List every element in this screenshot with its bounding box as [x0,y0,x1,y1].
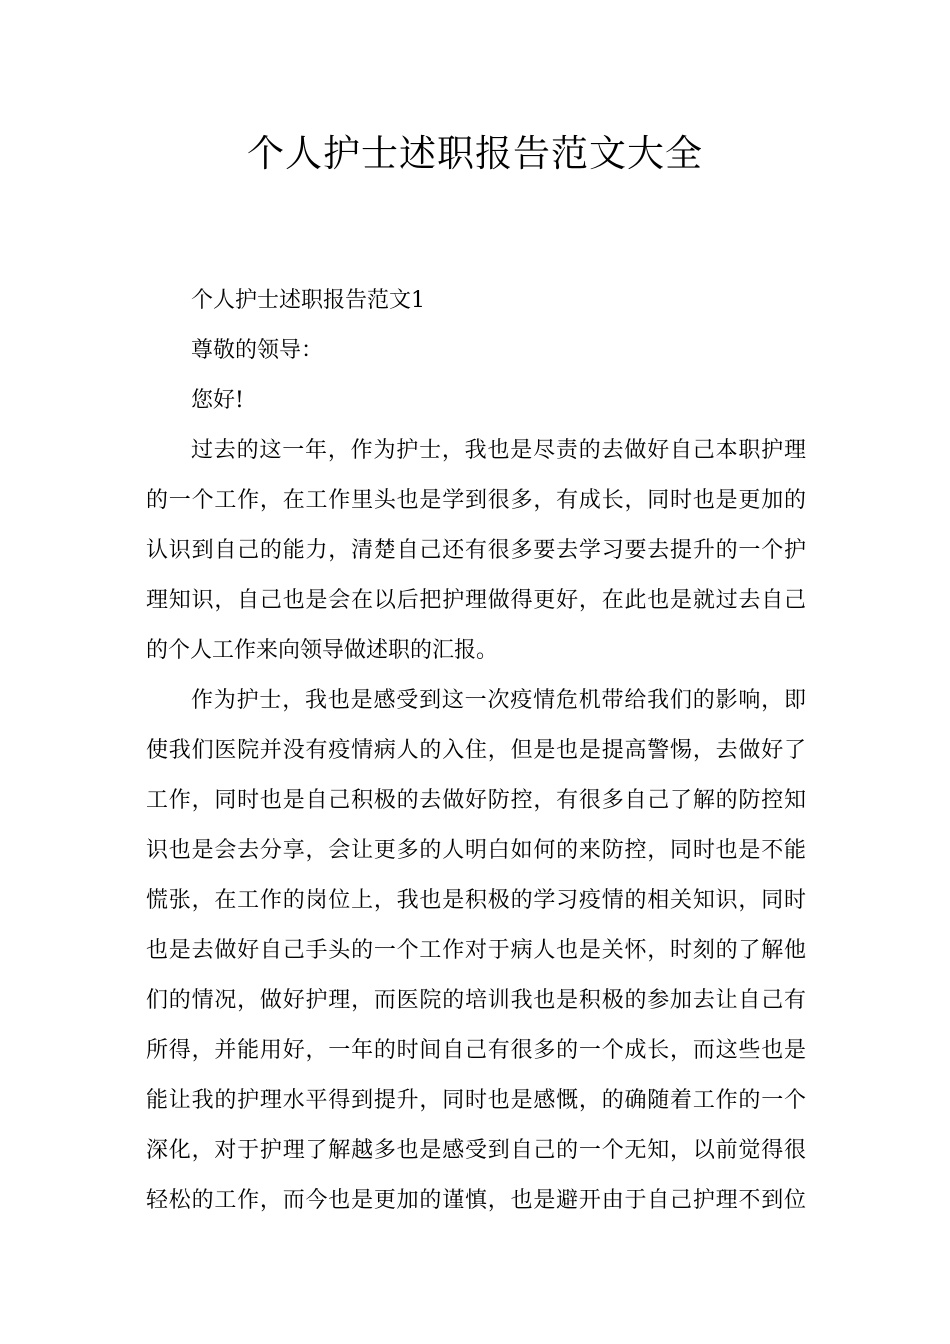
paragraph-2 [146,676,806,1226]
paragraph-line: 也是去做好自己手头的一个工作对于病人也是关怀，时刻的了解他 [146,938,806,963]
paragraph-line: 所得，并能用好，一年的时间自己有很多的一个成长，而这些也是 [146,1038,806,1063]
paragraph-line: 能让我的护理水平得到提升，同时也是感慨，的确随着工作的一个 [146,1088,806,1113]
paragraph-line: 认识到自己的能力，清楚自己还有很多要去学习要去提升的一个护 [146,538,806,563]
paragraph-line: 的一个工作，在工作里头也是学到很多，有成长，同时也是更加的 [146,488,806,513]
paragraph-line: 工作，同时也是自己积极的去做好防控，有很多自己了解的防控知 [146,788,806,813]
paragraph-line: 过去的这一年，作为护士，我也是尽责的去做好自己本职护理 [191,438,806,463]
paragraph-line: 们的情况，做好护理，而医院的培训我也是积极的参加去让自己有 [146,988,806,1013]
paragraph-line: 深化，对于护理了解越多也是感受到自己的一个无知，以前觉得很 [146,1138,806,1163]
paragraph-1 [146,426,806,676]
salutation: 尊敬的领导： [191,338,324,363]
paragraph-line: 使我们医院并没有疫情病人的入住，但是也是提高警惕，去做好了 [146,738,806,763]
paragraph-line: 轻松的工作，而今也是更加的谨慎，也是避开由于自己护理不到位 [146,1188,806,1213]
paragraph-line: 的个人工作来向领导做述职的汇报。 [146,638,499,663]
document-title: 个人护士述职报告范文大全 [247,132,703,175]
greeting: 您好! [191,388,244,413]
section-heading: 个人护士述职报告范文1 [191,288,425,313]
document-body [146,276,806,1226]
paragraph-line: 识也是会去分享，会让更多的人明白如何的来防控，同时也是不能 [146,838,806,863]
paragraph-line: 理知识，自己也是会在以后把护理做得更好，在此也是就过去自己 [146,588,806,613]
paragraph-line: 慌张，在工作的岗位上，我也是积极的学习疫情的相关知识，同时 [146,888,806,913]
paragraph-line: 作为护士，我也是感受到这一次疫情危机带给我们的影响，即 [191,688,806,713]
